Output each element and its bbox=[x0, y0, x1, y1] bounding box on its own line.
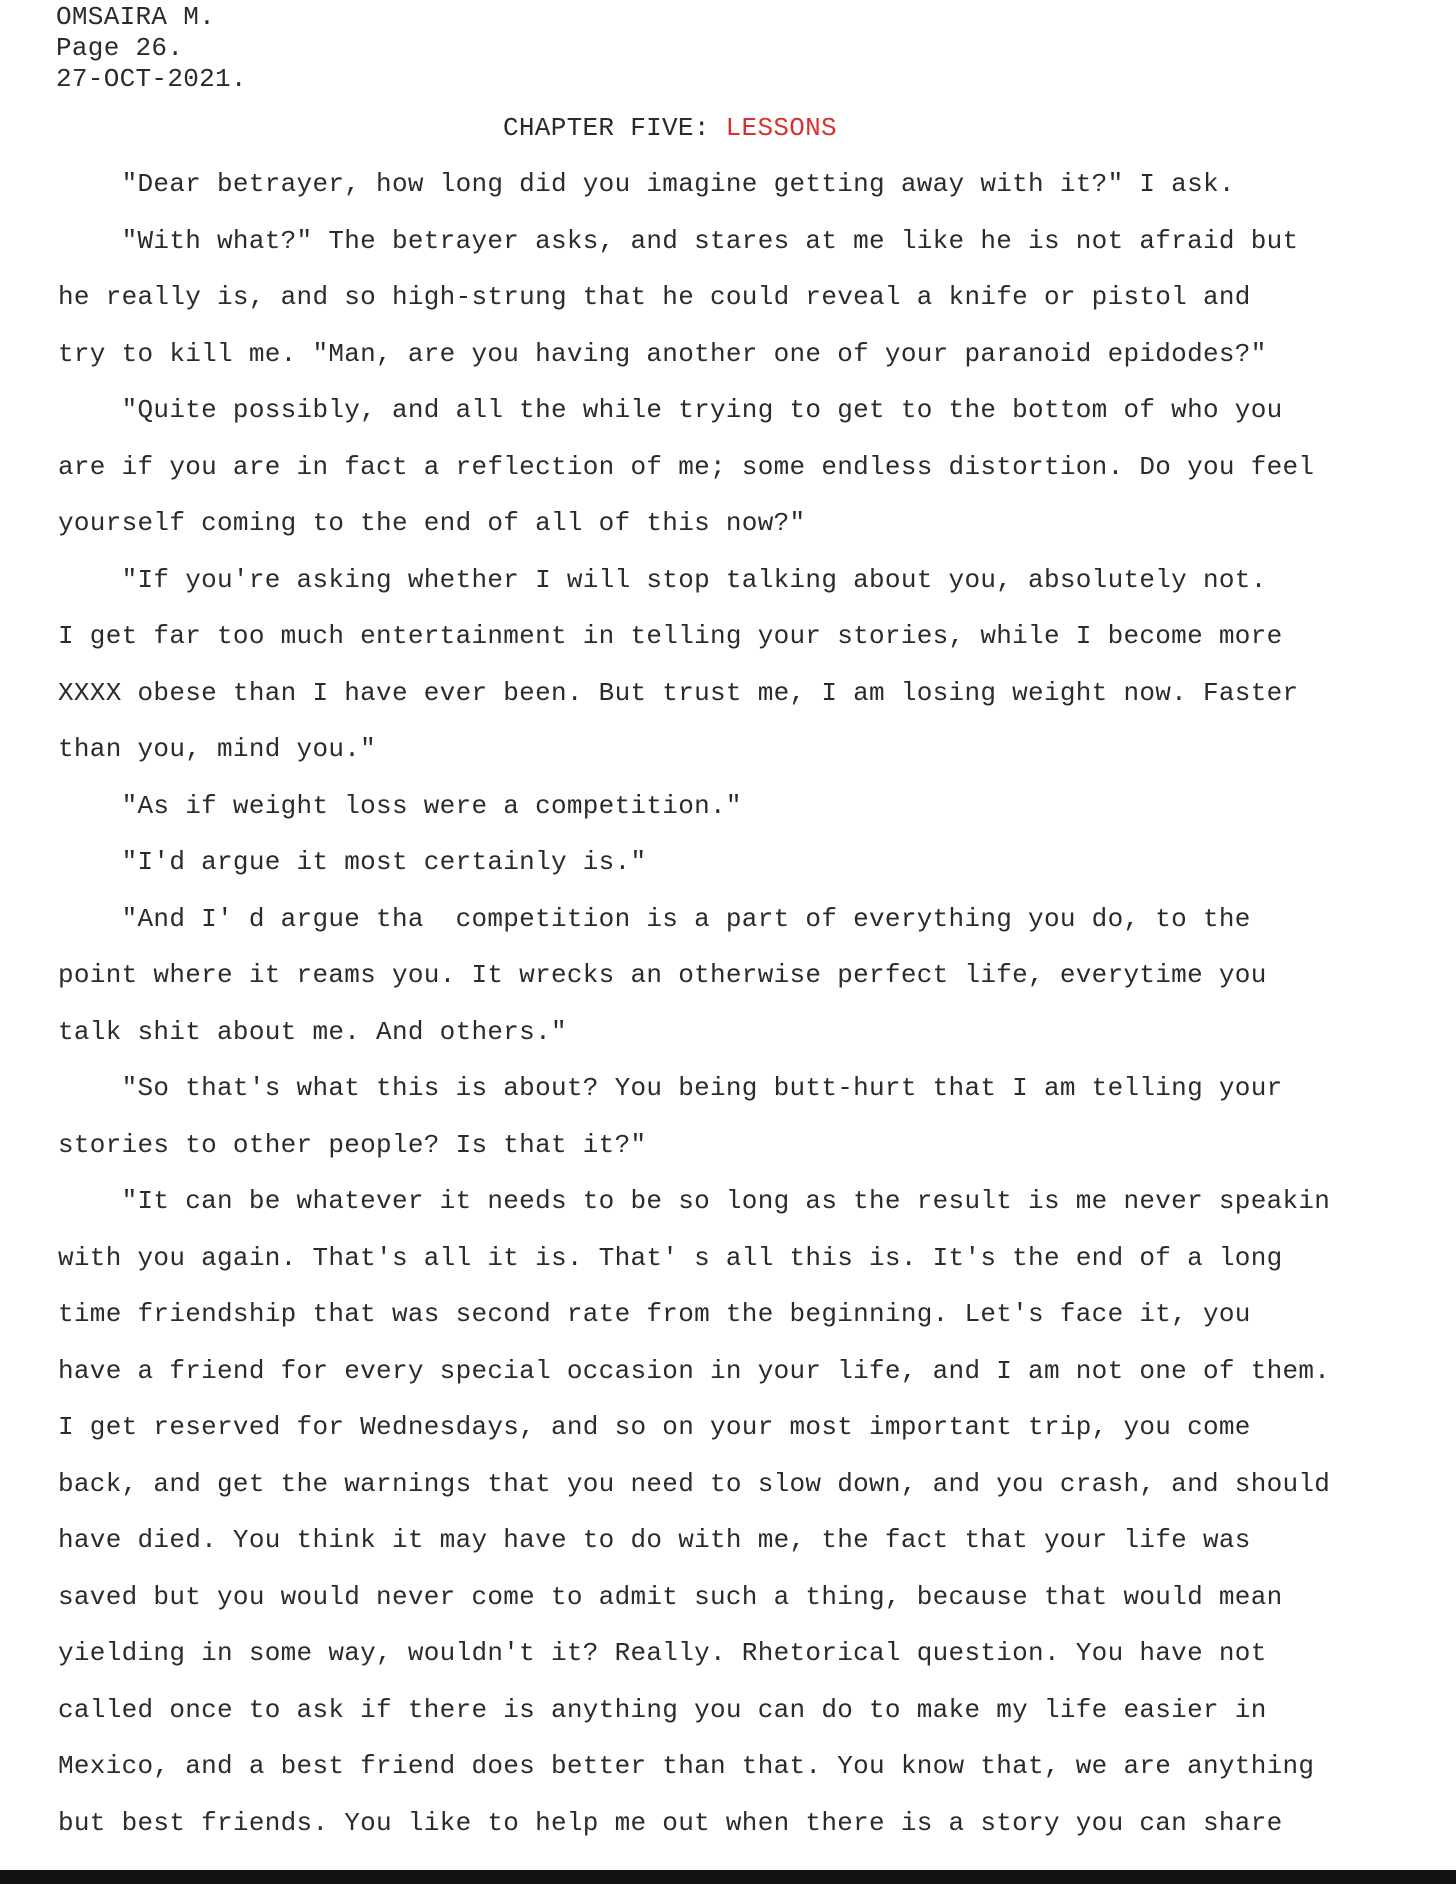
text-line: "I'd argue it most certainly is." bbox=[58, 847, 647, 877]
text-line: with you again. That's all it is. That' s all this is. It's the end of a long bbox=[58, 1243, 1283, 1273]
chapter-title: LESSONS bbox=[725, 113, 837, 143]
text-line: point where it reams you. It wrecks an otherwise perfect life, everytime you bbox=[58, 960, 1267, 990]
chapter-heading bbox=[503, 112, 837, 144]
text-line: Mexico, and a best friend does better than that. You know that, we are anything bbox=[58, 1751, 1315, 1781]
text-line: I get reserved for Wednesdays, and so on your most important trip, you come bbox=[58, 1412, 1251, 1442]
text-line: "Dear betrayer, how long did you imagine getting away with it?" I ask. bbox=[58, 169, 1235, 199]
text-line: called once to ask if there is anything you can do to make my life easier in bbox=[58, 1695, 1267, 1725]
date-line: 27-OCT-2021. bbox=[56, 64, 247, 94]
text-line: I get far too much entertainment in telling your stories, while I become more bbox=[58, 621, 1283, 651]
text-line: "So that's what this is about? You being butt-hurt that I am telling your bbox=[58, 1073, 1283, 1103]
text-line: "It can be whatever it needs to be so long as the result is me never speakin bbox=[58, 1186, 1331, 1216]
text-line: back, and get the warnings that you need to slow down, and you crash, and should bbox=[58, 1469, 1331, 1499]
text-line: are if you are in fact a reflection of me; some endless distortion. Do you feel bbox=[58, 452, 1315, 482]
text-line: "Quite possibly, and all the while trying to get to the bottom of who you bbox=[58, 395, 1283, 425]
text-line: talk shit about me. And others." bbox=[58, 1017, 567, 1047]
page-number: Page 26. bbox=[56, 33, 184, 63]
text-line: than you, mind you." bbox=[58, 734, 377, 764]
text-line: he really is, and so high-strung that he could reveal a knife or pistol and bbox=[58, 282, 1251, 312]
text-line: yielding in some way, wouldn't it? Really. Rhetorical question. You have not bbox=[58, 1638, 1267, 1668]
text-line: XXXX obese than I have ever been. But trust me, I am losing weight now. Faster bbox=[58, 678, 1299, 708]
text-line: try to kill me. "Man, are you having another one of your paranoid epidodes?" bbox=[58, 339, 1267, 369]
text-line: stories to other people? Is that it?" bbox=[58, 1130, 647, 1160]
scan-bottom-edge bbox=[0, 1870, 1456, 1884]
text-line: saved but you would never come to admit such a thing, because that would mean bbox=[58, 1582, 1283, 1612]
text-line: yourself coming to the end of all of this now?" bbox=[58, 508, 806, 538]
text-line: but best friends. You like to help me out when there is a story you can share bbox=[58, 1808, 1283, 1838]
text-line: "As if weight loss were a competition." bbox=[58, 791, 742, 821]
text-line: "And I' d argue tha competition is a part of everything you do, to the bbox=[58, 904, 1251, 934]
chapter-prefix: CHAPTER FIVE: bbox=[503, 113, 726, 143]
text-line: "With what?" The betrayer asks, and stares at me like he is not afraid but bbox=[58, 226, 1299, 256]
author-line: OMSAIRA M. bbox=[56, 2, 216, 32]
text-line: have died. You think it may have to do with me, the fact that your life was bbox=[58, 1525, 1251, 1555]
text-line: "If you're asking whether I will stop talking about you, absolutely not. bbox=[58, 565, 1267, 595]
text-line: have a friend for every special occasion in your life, and I am not one of them. bbox=[58, 1356, 1331, 1386]
text-line: time friendship that was second rate from the beginning. Let's face it, you bbox=[58, 1299, 1251, 1329]
page-header bbox=[56, 2, 247, 95]
